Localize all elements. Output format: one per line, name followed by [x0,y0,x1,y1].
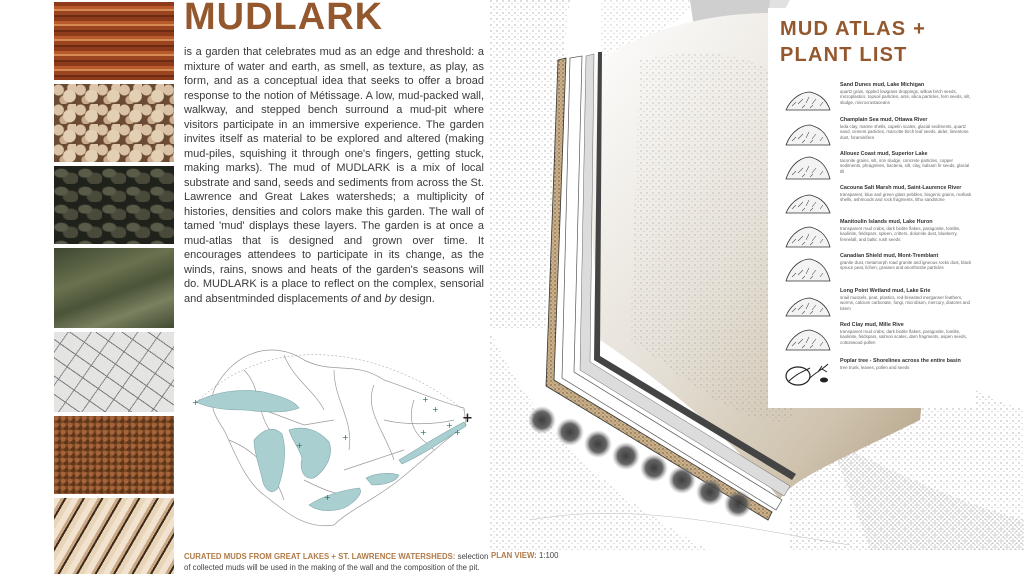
plant-list-text [840,219,972,242]
mud-texture-swatch-7 [54,498,174,574]
mud-pile-icon [782,185,832,217]
plant-list-item-description: leda clay, marine shells, capelin scales, glacial sediments, quartz sand, cement particles, marcotte birch leaf seeds, alder, limestone dust, foraminifera [840,124,969,140]
caption-heading: CURATED MUDS FROM GREAT LAKES + ST. LAWRENCE WATERSHEDS: [184,552,456,561]
svg-text:+: + [420,428,427,437]
mud-pile-icon [782,82,832,114]
watershed-map [184,330,484,540]
svg-text:+: + [454,428,461,437]
page-title: MUDLARK [184,0,384,38]
plant-list-item [782,151,972,185]
svg-text:+: + [432,405,439,414]
plant-list-item-name: Poplar tree - Shorelines across the entire basin [840,358,961,364]
plant-list-item-name: Canadian Shield mud, Mont-Tremblant [840,253,939,259]
plant-list-item-description: transparent mud crabs, dark biotite flakes, paragonite, lorelite, kaolinite, feldspars, spleen, critters, dolomite dust, blueberry, fennelall, and baltic rush seeds [840,226,961,242]
svg-text:+: + [446,421,453,430]
svg-text:+: + [324,493,331,502]
plant-list-item [782,253,972,287]
plant-list-item [782,117,972,151]
svg-text:+: + [342,433,349,442]
plant-list-item [782,185,972,219]
svg-text:+: + [422,395,429,404]
intro-text: is a garden that celebrates mud as an edge and threshold: a mixture of water and earth, as smell, as texture, as play, as form, and as a conceptual idea that seeks to offer a broad response to the notion of Métissage. A low, mud-packed wall, walkway, and stepped bench surround a mud-pit where visitors participate in an immersive experience. The garden invites itself as material to be explored and altered (making mud-piles, squishing it through one's fingers, getting stuck, making marks). The mud of MUDLARK is a mix of local substrate and sand, seeds and sediments from across the St. Lawrence and Great Lakes watersheds; a multiplicity of histories, densities and colors make this garden. The wall of tamed 'mud' displays these layers. The garden is at once a mud-atlas that is designed and grown over time. It encourages attendees to participate in its change, as the winds, rains, snows and heats of the garden's seasons will do. MUDLARK is a place to reflect on the complex, sensorial and absentminded displacements [184,46,484,305]
plant-list-text [840,253,972,271]
mud-pile-icon [782,253,832,285]
svg-text:+: + [462,411,473,426]
mud-pile-icon [782,117,832,149]
plant-list-text [840,288,972,311]
mud-texture-swatch-6 [54,416,174,494]
plant-list-text [840,322,972,345]
mud-texture-swatch-3 [54,166,174,244]
plant-list-text [840,82,972,105]
mud-texture-swatch-2 [54,84,174,162]
intro-by: by [384,292,397,305]
plant-list-text [840,185,972,203]
intro-paragraph [184,45,484,306]
plant-list-item-description: taconite grains, silt, iron sludge, concrete particles, copper sediments, phragmites, bacteria, silt, clay, balsam fir seeds, glacial till [840,158,970,174]
plant-list-text [840,358,972,370]
plant-list-item-name: Red Clay mud, Mille Rive [840,322,904,328]
plant-list-text [840,117,972,140]
plant-list-item-name: Sand Dunes mud, Lake Michigan [840,82,925,88]
plant-list-item [782,288,972,322]
poplar-leaf-icon [782,358,832,390]
mud-pile-icon [782,151,832,183]
plant-list-item-name: Long Point Wetland mud, Lake Erie [840,288,931,294]
caption-text: selection of collected muds will be used in the making of the wall and the composition of the pit. [184,552,489,572]
plant-list-item [782,358,972,392]
plant-list-item-description: quartz grain, rippled lowgrass droppings, willow birch seeds, microplastics, topsoil particles, ants, silica particles, fern seeds, silt, sludge, microcrustaceans [840,89,971,105]
mud-pile-icon [782,322,832,354]
plant-list-item-name: Allouez Coast mud, Superior Lake [840,151,928,157]
plant-list-item-name: Manitoulin Islands mud, Lake Huron [840,219,933,225]
mud-texture-swatch-5 [54,332,174,412]
mud-texture-swatch-4 [54,248,174,328]
plant-list-item-description: granite dust, metamorph road granite and igneous rocks dust, black spruce peat, lichen, grasses and anorthosite particles [840,260,972,271]
plant-list-item-description: tree trunk, leaves, pollen and seeds [840,365,910,370]
plant-list-item [782,82,972,116]
plan-view-heading: PLAN VIEW: [491,551,537,560]
plan-view-label [491,551,558,560]
mud-texture-swatch-1 [54,2,174,80]
plant-list-item [782,219,972,253]
plant-list-text [840,151,972,174]
svg-text:+: + [192,398,199,407]
plant-list-item-description: transparent, blue and green glass pebbles, biogenic grains, mollusk shells, ashmoods and rock fragments, litho sandstone [840,192,972,203]
plant-list-item [782,322,972,356]
plant-list-item-name: Champlain Sea mud, Ottawa River [840,117,928,123]
mud-pile-icon [782,288,832,320]
map-caption [184,551,489,573]
intro-and: and [363,292,382,305]
plant-list-item-description: snail mussels, peat, plastics, red-breasted merganser feathers, worms, calcium carbonate, fungi, microbium, mercury, diatoms and lotem [840,295,970,311]
mud-pile-icon [782,219,832,251]
svg-text:+: + [296,441,303,450]
plan-view-scale: 1:100 [538,551,559,560]
mud-atlas-title: MUD ATLAS + PLANT LIST [780,18,926,66]
plant-list-item-name: Cacouna Salt Marsh mud, Saint-Laurence River [840,185,962,191]
intro-of: of [350,292,361,305]
intro-end: design. [399,292,435,305]
plant-list-item-description: transparent mud crabs, dark biotite flakes, paragonite, lorelite, kaolinite, feldspars, salmon scales, dam fragments, aspen seeds, cottonwood pollen [840,329,967,345]
